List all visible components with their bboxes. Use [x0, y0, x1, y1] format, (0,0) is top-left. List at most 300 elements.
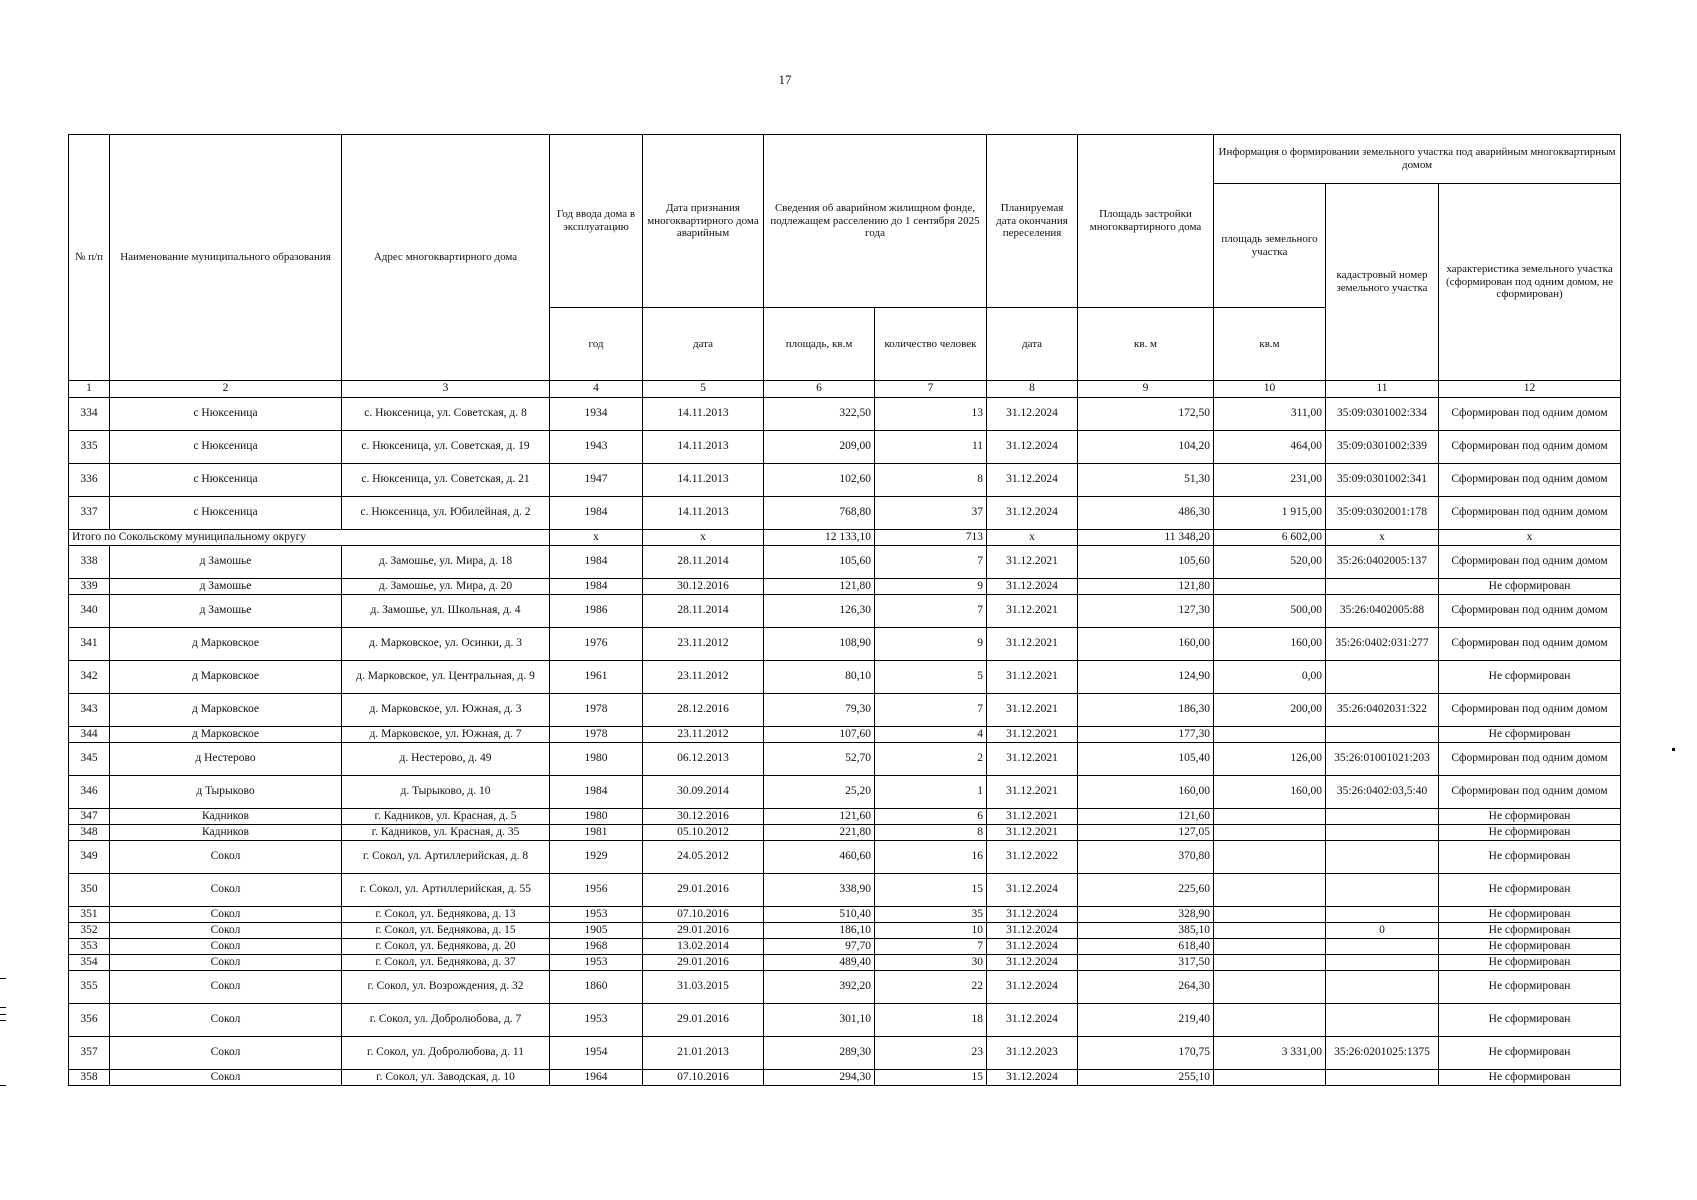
end-date-cell: 31.12.2024 [987, 955, 1078, 971]
address-cell: г. Сокол, ул. Беднякова, д. 37 [342, 955, 550, 971]
year-cell: 1976 [550, 628, 643, 661]
table-row [69, 431, 1621, 464]
land-area-cell: 311,00 [1214, 398, 1326, 431]
unit-sqm-land: кв.м [1214, 308, 1326, 381]
address-cell: г. Сокол, ул. Беднякова, д. 15 [342, 923, 550, 939]
area-cell: 338,90 [764, 874, 875, 907]
year-cell: 1968 [550, 939, 643, 955]
area-cell: 301,10 [764, 1004, 875, 1037]
table-row [69, 825, 1621, 841]
land-area-cell [1214, 971, 1326, 1004]
land-char-cell: Сформирован под одним домом [1439, 694, 1621, 727]
address-cell: с. Нюксеница, ул. Юбилейная, д. 2 [342, 497, 550, 530]
column-index: 12 [1439, 381, 1621, 398]
building-area-cell: 219,40 [1078, 1004, 1214, 1037]
unit-date: дата [643, 308, 764, 381]
land-char-cell: Сформирован под одним домом [1439, 431, 1621, 464]
year-cell: 1961 [550, 661, 643, 694]
row-number: 356 [69, 1004, 110, 1037]
end-date-cell: 31.12.2021 [987, 727, 1078, 743]
land-area-cell: 126,00 [1214, 743, 1326, 776]
area-cell: 322,50 [764, 398, 875, 431]
column-index: 1 [69, 381, 110, 398]
end-date-cell: 31.12.2021 [987, 809, 1078, 825]
area-cell: 186,10 [764, 923, 875, 939]
table-row [69, 727, 1621, 743]
land-char-cell: Не сформирован [1439, 1004, 1621, 1037]
cadastral-cell: 35:09:0301002:341 [1326, 464, 1439, 497]
row-number: 337 [69, 497, 110, 530]
row-number: 343 [69, 694, 110, 727]
building-area-cell: 618,40 [1078, 939, 1214, 955]
area-cell: 52,70 [764, 743, 875, 776]
header-planned-end: Планируемая дата окончания переселения [987, 135, 1078, 308]
municipality-cell: Сокол [110, 923, 342, 939]
building-area-cell: 255,10 [1078, 1070, 1214, 1086]
date-cell: 31.03.2015 [643, 971, 764, 1004]
address-cell: д. Марковское, ул. Центральная, д. 9 [342, 661, 550, 694]
table-row [69, 939, 1621, 955]
year-cell: 1984 [550, 776, 643, 809]
land-char-cell: Не сформирован [1439, 825, 1621, 841]
header-building-area: Площадь застройки многоквартирного дома [1078, 135, 1214, 308]
land-area-cell: 160,00 [1214, 776, 1326, 809]
people-cell: 22 [875, 971, 987, 1004]
row-number: 349 [69, 841, 110, 874]
municipality-cell: д Марковское [110, 694, 342, 727]
year-cell: 1954 [550, 1037, 643, 1070]
date-cell: 23.11.2012 [643, 727, 764, 743]
land-char-cell: Не сформирован [1439, 1037, 1621, 1070]
land-char-cell: Не сформирован [1439, 841, 1621, 874]
address-cell: г. Сокол, ул. Беднякова, д. 13 [342, 907, 550, 923]
land-area-cell [1214, 955, 1326, 971]
cadastral-cell [1326, 971, 1439, 1004]
people-cell: 7 [875, 546, 987, 579]
land-char-cell: Не сформирован [1439, 955, 1621, 971]
end-date-cell: 31.12.2024 [987, 1070, 1078, 1086]
land-char-cell: Сформирован под одним домом [1439, 497, 1621, 530]
address-cell: г. Сокол, ул. Беднякова, д. 20 [342, 939, 550, 955]
municipality-cell: д Тырыково [110, 776, 342, 809]
end-date-cell: 31.12.2024 [987, 971, 1078, 1004]
column-index: 9 [1078, 381, 1214, 398]
municipality-cell: д Марковское [110, 661, 342, 694]
land-char-cell: Сформирован под одним домом [1439, 628, 1621, 661]
municipality-cell: д Марковское [110, 727, 342, 743]
land-char-cell: Не сформирован [1439, 923, 1621, 939]
header-land-area: площадь земельного участка [1214, 184, 1326, 308]
building-area-cell: 328,90 [1078, 907, 1214, 923]
year-cell: 1905 [550, 923, 643, 939]
date-cell: 14.11.2013 [643, 497, 764, 530]
column-index: 2 [110, 381, 342, 398]
header-address: Адрес многоквартирного дома [342, 135, 550, 381]
people-cell: 37 [875, 497, 987, 530]
municipality-cell: с Нюксеница [110, 464, 342, 497]
end-date-cell: 31.12.2021 [987, 694, 1078, 727]
table-header [69, 135, 1621, 398]
building-area-cell: 51,30 [1078, 464, 1214, 497]
municipality-cell: Сокол [110, 971, 342, 1004]
address-cell: д. Замошье, ул. Школьная, д. 4 [342, 595, 550, 628]
total-cadastral: х [1326, 530, 1439, 546]
table-row [69, 1037, 1621, 1070]
end-date-cell: 31.12.2022 [987, 841, 1078, 874]
total-land-char: х [1439, 530, 1621, 546]
land-area-cell [1214, 1070, 1326, 1086]
land-char-cell: Не сформирован [1439, 971, 1621, 1004]
cadastral-cell [1326, 841, 1439, 874]
cadastral-cell [1326, 661, 1439, 694]
area-cell: 510,40 [764, 907, 875, 923]
year-cell: 1943 [550, 431, 643, 464]
end-date-cell: 31.12.2024 [987, 579, 1078, 595]
table-row [69, 955, 1621, 971]
cadastral-cell [1326, 939, 1439, 955]
header-date-emergency: Дата признания многоквартирного дома аварийным [643, 135, 764, 308]
column-index-row [69, 381, 1621, 398]
row-number: 352 [69, 923, 110, 939]
year-cell: 1981 [550, 825, 643, 841]
unit-people: количество человек [875, 308, 987, 381]
municipality-cell: Сокол [110, 1037, 342, 1070]
table-row [69, 776, 1621, 809]
date-cell: 14.11.2013 [643, 398, 764, 431]
people-cell: 13 [875, 398, 987, 431]
address-cell: г. Сокол, ул. Возрождения, д. 32 [342, 971, 550, 1004]
people-cell: 15 [875, 874, 987, 907]
land-char-cell: Сформирован под одним домом [1439, 776, 1621, 809]
end-date-cell: 31.12.2021 [987, 825, 1078, 841]
table-row [69, 546, 1621, 579]
date-cell: 28.11.2014 [643, 595, 764, 628]
table-row [69, 595, 1621, 628]
people-cell: 7 [875, 694, 987, 727]
area-cell: 79,30 [764, 694, 875, 727]
land-area-cell: 200,00 [1214, 694, 1326, 727]
row-number: 336 [69, 464, 110, 497]
municipality-cell: с Нюксеница [110, 497, 342, 530]
building-area-cell: 177,30 [1078, 727, 1214, 743]
address-cell: с. Нюксеница, ул. Советская, д. 21 [342, 464, 550, 497]
column-index: 4 [550, 381, 643, 398]
year-cell: 1860 [550, 971, 643, 1004]
header-emergency-info: Сведения об аварийном жилищном фонде, подлежащем расселению до 1 сентября 2025 года [764, 135, 987, 308]
row-number: 339 [69, 579, 110, 595]
land-area-cell: 1 915,00 [1214, 497, 1326, 530]
table-row [69, 497, 1621, 530]
land-char-cell: Не сформирован [1439, 907, 1621, 923]
land-char-cell: Не сформирован [1439, 809, 1621, 825]
people-cell: 7 [875, 939, 987, 955]
total-end: х [987, 530, 1078, 546]
building-area-cell: 370,80 [1078, 841, 1214, 874]
row-number: 334 [69, 398, 110, 431]
year-cell: 1986 [550, 595, 643, 628]
land-char-cell: Сформирован под одним домом [1439, 546, 1621, 579]
land-area-cell: 520,00 [1214, 546, 1326, 579]
land-area-cell: 464,00 [1214, 431, 1326, 464]
table-row [69, 398, 1621, 431]
cadastral-cell [1326, 1070, 1439, 1086]
address-cell: д. Замошье, ул. Мира, д. 20 [342, 579, 550, 595]
year-cell: 1953 [550, 955, 643, 971]
building-area-cell: 127,30 [1078, 595, 1214, 628]
cadastral-cell: 35:26:0402:031:277 [1326, 628, 1439, 661]
year-cell: 1978 [550, 694, 643, 727]
people-cell: 23 [875, 1037, 987, 1070]
end-date-cell: 31.12.2024 [987, 874, 1078, 907]
people-cell: 11 [875, 431, 987, 464]
address-cell: д. Марковское, ул. Осинки, д. 3 [342, 628, 550, 661]
row-number: 338 [69, 546, 110, 579]
end-date-cell: 31.12.2023 [987, 1037, 1078, 1070]
people-cell: 16 [875, 841, 987, 874]
municipality-cell: Сокол [110, 841, 342, 874]
table-row [69, 743, 1621, 776]
municipality-cell: Сокол [110, 1070, 342, 1086]
cadastral-cell [1326, 1004, 1439, 1037]
land-char-cell: Сформирован под одним домом [1439, 743, 1621, 776]
people-cell: 18 [875, 1004, 987, 1037]
total-section [69, 530, 1621, 546]
date-cell: 13.02.2014 [643, 939, 764, 955]
end-date-cell: 31.12.2024 [987, 431, 1078, 464]
table-row [69, 907, 1621, 923]
land-char-cell: Не сформирован [1439, 579, 1621, 595]
cadastral-cell: 35:26:01001021:203 [1326, 743, 1439, 776]
building-area-cell: 186,30 [1078, 694, 1214, 727]
row-number: 345 [69, 743, 110, 776]
building-area-cell: 264,30 [1078, 971, 1214, 1004]
date-cell: 23.11.2012 [643, 628, 764, 661]
land-area-cell [1214, 939, 1326, 955]
column-index: 6 [764, 381, 875, 398]
year-cell: 1934 [550, 398, 643, 431]
column-index: 7 [875, 381, 987, 398]
cadastral-cell [1326, 874, 1439, 907]
municipality-cell: Кадников [110, 809, 342, 825]
date-cell: 30.12.2016 [643, 579, 764, 595]
end-date-cell: 31.12.2024 [987, 1004, 1078, 1037]
people-cell: 9 [875, 579, 987, 595]
scan-edge-mark [0, 1007, 6, 1008]
housing-table [68, 134, 1621, 1086]
cadastral-cell: 35:09:0301002:339 [1326, 431, 1439, 464]
land-area-cell: 160,00 [1214, 628, 1326, 661]
cadastral-cell: 35:26:0402:03,5:40 [1326, 776, 1439, 809]
scan-dot [1672, 748, 1675, 751]
land-area-cell: 500,00 [1214, 595, 1326, 628]
area-cell: 108,90 [764, 628, 875, 661]
land-area-cell: 3 331,00 [1214, 1037, 1326, 1070]
table-row [69, 809, 1621, 825]
year-cell: 1953 [550, 1004, 643, 1037]
cadastral-cell [1326, 809, 1439, 825]
column-index: 8 [987, 381, 1078, 398]
municipality-cell: Сокол [110, 1004, 342, 1037]
building-area-cell: 170,75 [1078, 1037, 1214, 1070]
land-area-cell [1214, 923, 1326, 939]
row-number: 350 [69, 874, 110, 907]
end-date-cell: 31.12.2021 [987, 661, 1078, 694]
table-row [69, 1004, 1621, 1037]
address-cell: г. Кадников, ул. Красная, д. 35 [342, 825, 550, 841]
address-cell: д. Нестерово, д. 49 [342, 743, 550, 776]
land-area-cell [1214, 579, 1326, 595]
building-area-cell: 105,60 [1078, 546, 1214, 579]
year-cell: 1980 [550, 743, 643, 776]
area-cell: 294,30 [764, 1070, 875, 1086]
header-year-built: Год ввода дома в эксплуатацию [550, 135, 643, 308]
row-number: 341 [69, 628, 110, 661]
column-index: 3 [342, 381, 550, 398]
land-area-cell [1214, 874, 1326, 907]
table-row [69, 579, 1621, 595]
date-cell: 29.01.2016 [643, 1004, 764, 1037]
people-cell: 8 [875, 825, 987, 841]
municipality-cell: Кадников [110, 825, 342, 841]
area-cell: 489,40 [764, 955, 875, 971]
address-cell: г. Кадников, ул. Красная, д. 5 [342, 809, 550, 825]
date-cell: 14.11.2013 [643, 464, 764, 497]
address-cell: г. Сокол, ул. Добролюбова, д. 11 [342, 1037, 550, 1070]
unit-date-end: дата [987, 308, 1078, 381]
end-date-cell: 31.12.2024 [987, 939, 1078, 955]
cadastral-cell: 35:26:0201025:1375 [1326, 1037, 1439, 1070]
row-number: 355 [69, 971, 110, 1004]
land-area-cell [1214, 825, 1326, 841]
area-cell: 121,80 [764, 579, 875, 595]
address-cell: д. Тырыково, д. 10 [342, 776, 550, 809]
header-land-char: характеристика земельного участка (сформирован под одним домом, не сформирован) [1439, 184, 1621, 381]
end-date-cell: 31.12.2021 [987, 595, 1078, 628]
column-index: 5 [643, 381, 764, 398]
total-year: х [550, 530, 643, 546]
building-area-cell: 385,10 [1078, 923, 1214, 939]
municipality-cell: д Замошье [110, 546, 342, 579]
total-date: х [643, 530, 764, 546]
date-cell: 28.12.2016 [643, 694, 764, 727]
area-cell: 392,20 [764, 971, 875, 1004]
year-cell: 1953 [550, 907, 643, 923]
row-number: 353 [69, 939, 110, 955]
people-cell: 6 [875, 809, 987, 825]
scan-edge-mark [0, 978, 6, 979]
building-area-cell: 172,50 [1078, 398, 1214, 431]
date-cell: 06.12.2013 [643, 743, 764, 776]
cadastral-cell [1326, 955, 1439, 971]
area-cell: 97,70 [764, 939, 875, 955]
land-char-cell: Сформирован под одним домом [1439, 464, 1621, 497]
end-date-cell: 31.12.2024 [987, 398, 1078, 431]
column-index: 11 [1326, 381, 1439, 398]
address-cell: с. Нюксеница, ул. Советская, д. 19 [342, 431, 550, 464]
people-cell: 4 [875, 727, 987, 743]
land-area-cell: 0,00 [1214, 661, 1326, 694]
people-cell: 2 [875, 743, 987, 776]
end-date-cell: 31.12.2021 [987, 776, 1078, 809]
area-cell: 102,60 [764, 464, 875, 497]
address-cell: д. Марковское, ул. Южная, д. 3 [342, 694, 550, 727]
area-cell: 209,00 [764, 431, 875, 464]
building-area-cell: 105,40 [1078, 743, 1214, 776]
table-row [69, 1070, 1621, 1086]
land-area-cell [1214, 1004, 1326, 1037]
year-cell: 1984 [550, 579, 643, 595]
date-cell: 28.11.2014 [643, 546, 764, 579]
date-cell: 21.01.2013 [643, 1037, 764, 1070]
row-number: 358 [69, 1070, 110, 1086]
unit-year: год [550, 308, 643, 381]
table-row [69, 874, 1621, 907]
year-cell: 1980 [550, 809, 643, 825]
municipality-cell: с Нюксеница [110, 431, 342, 464]
row-number: 347 [69, 809, 110, 825]
area-cell: 80,10 [764, 661, 875, 694]
cadastral-cell [1326, 727, 1439, 743]
table-row [69, 661, 1621, 694]
address-cell: д. Марковское, ул. Южная, д. 7 [342, 727, 550, 743]
table-row [69, 841, 1621, 874]
municipality-cell: Сокол [110, 907, 342, 923]
address-cell: г. Сокол, ул. Артиллерийская, д. 55 [342, 874, 550, 907]
row-number: 344 [69, 727, 110, 743]
row-number: 354 [69, 955, 110, 971]
header-municipality: Наименование муниципального образования [110, 135, 342, 381]
area-cell: 105,60 [764, 546, 875, 579]
municipality-cell: д Замошье [110, 595, 342, 628]
row-number: 357 [69, 1037, 110, 1070]
total-land-area: 6 602,00 [1214, 530, 1326, 546]
land-area-cell [1214, 907, 1326, 923]
total-row [69, 530, 1621, 546]
address-cell: г. Сокол, ул. Артиллерийская, д. 8 [342, 841, 550, 874]
date-cell: 07.10.2016 [643, 907, 764, 923]
table-row [69, 628, 1621, 661]
cadastral-cell [1326, 579, 1439, 595]
building-area-cell: 225,60 [1078, 874, 1214, 907]
land-area-cell [1214, 841, 1326, 874]
people-cell: 10 [875, 923, 987, 939]
municipality-cell: д Замошье [110, 579, 342, 595]
land-char-cell: Сформирован под одним домом [1439, 398, 1621, 431]
table-row [69, 694, 1621, 727]
area-cell: 221,80 [764, 825, 875, 841]
building-area-cell: 317,50 [1078, 955, 1214, 971]
page-number: 17 [778, 72, 792, 87]
date-cell: 24.05.2012 [643, 841, 764, 874]
people-cell: 7 [875, 595, 987, 628]
municipality-cell: Сокол [110, 874, 342, 907]
building-area-cell: 121,60 [1078, 809, 1214, 825]
year-cell: 1929 [550, 841, 643, 874]
date-cell: 30.09.2014 [643, 776, 764, 809]
cadastral-cell: 35:09:0301002:334 [1326, 398, 1439, 431]
column-index: 10 [1214, 381, 1326, 398]
end-date-cell: 31.12.2021 [987, 743, 1078, 776]
rows-nyuksenitsa [69, 398, 1621, 530]
municipality-cell: с Нюксеница [110, 398, 342, 431]
cadastral-cell: 35:09:0302001:178 [1326, 497, 1439, 530]
land-char-cell: Не сформирован [1439, 661, 1621, 694]
end-date-cell: 31.12.2021 [987, 546, 1078, 579]
area-cell: 126,30 [764, 595, 875, 628]
people-cell: 1 [875, 776, 987, 809]
municipality-cell: д Марковское [110, 628, 342, 661]
land-char-cell: Не сформирован [1439, 939, 1621, 955]
